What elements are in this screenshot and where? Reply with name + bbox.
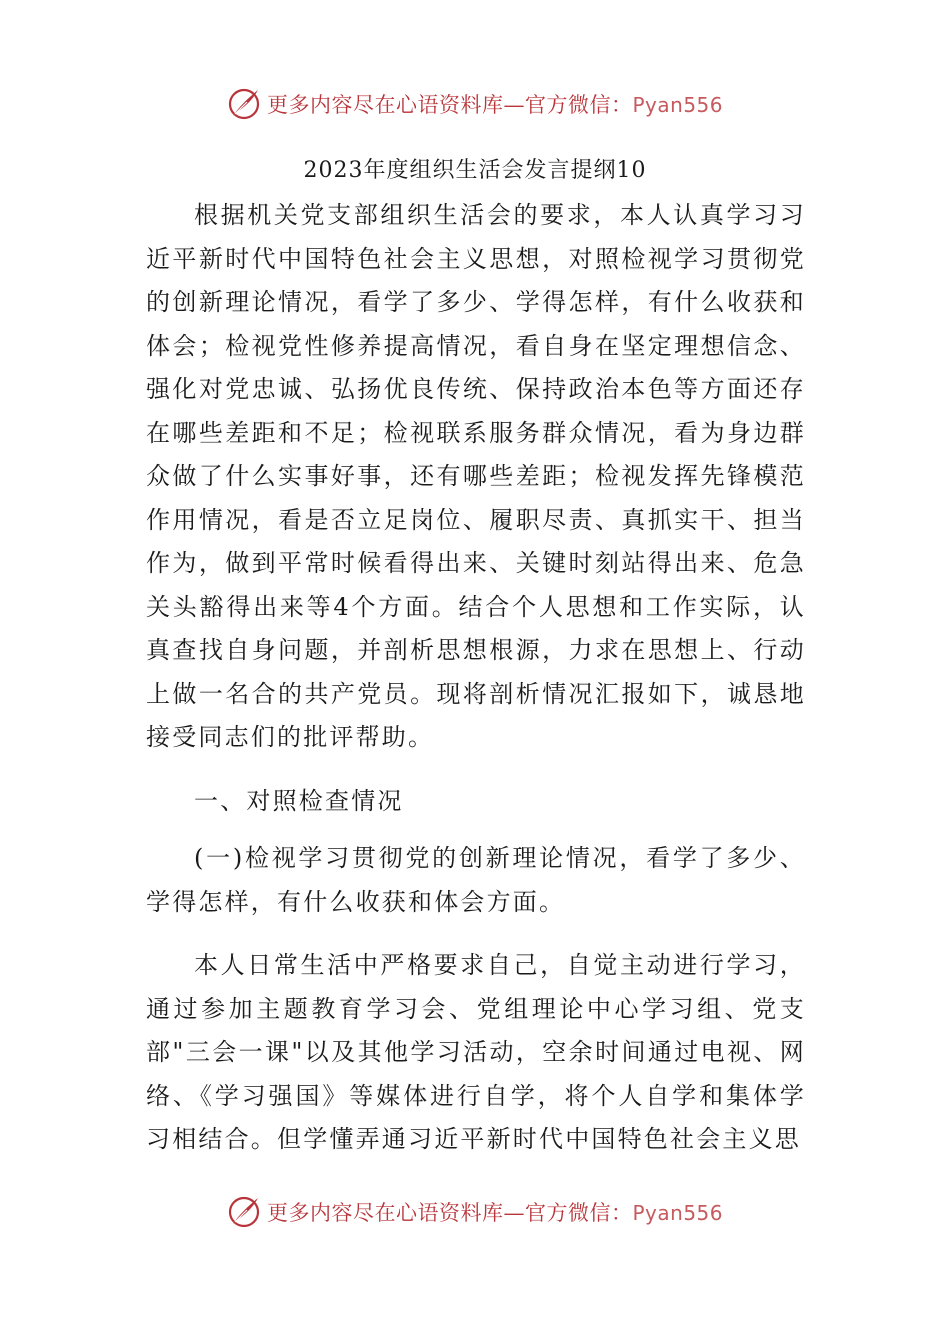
subsection-heading-1: (一)检视学习贯彻党的创新理论情况，看学了多少、学得怎样，有什么收获和体会方面。 [146, 844, 806, 916]
banner-dash: — [503, 93, 525, 117]
quill-pen-logo-icon [227, 87, 261, 121]
paragraph-study: 本人日常生活中严格要求自己，自觉主动进行学习，通过参加主题教育学习会、党组理论中心学习组、党支部"三会一课"以及其他学习活动，空余时间通过电视、网络、《学习强国》等媒体进行自学，将个人自学和集体学习相结合。但学懂弄通习近平新时代中国特色社会主义思 [146, 951, 806, 1153]
banner-wechat-id: Pyan556 [632, 93, 723, 117]
banner-main-text: 更多内容尽在心语资料库 [266, 1201, 504, 1225]
header-banner [0, 82, 950, 126]
document-body [146, 194, 806, 1162]
banner-sub-text: 官方微信： [524, 93, 633, 117]
document-title: 2023年度组织生活会发言提纲10 [303, 158, 647, 183]
quill-pen-logo-icon [227, 1195, 261, 1229]
footer-banner [0, 1190, 950, 1234]
banner-wechat-id: Pyan556 [632, 1201, 723, 1225]
banner-dash: — [503, 1201, 525, 1225]
banner-main-text: 更多内容尽在心语资料库 [266, 93, 504, 117]
paragraph-intro: 根据机关党支部组织生活会的要求，本人认真学习习近平新时代中国特色社会主义思想，对照检视学习贯彻党的创新理论情况，看学了多少、学得怎样，有什么收获和体会；检视党性修养提高情况，看自身在坚定理想信念、强化对党忠诚、弘扬优良传统、保持政治本色等方面还存在哪些差距和不足；检视联系服务群众情况，看为身边群众做了什么实事好事，还有哪些差距；检视发挥先锋模范作用情况，看是否立足岗位、履职尽责、真抓实干、担当作为，做到平常时候看得出来、关键时刻站得出来、危急关头豁得出来等4个方面。结合个人思想和工作实际，认真查找自身问题，并剖析思想根源，力求在思想上、行动上做一名合的共产党员。现将剖析情况汇报如下，诚恳地接受同志们的批评帮助。 [146, 201, 806, 751]
banner-sub-text: 官方微信： [524, 1201, 633, 1225]
section-heading-1: 一、对照检查情况 [194, 786, 404, 815]
